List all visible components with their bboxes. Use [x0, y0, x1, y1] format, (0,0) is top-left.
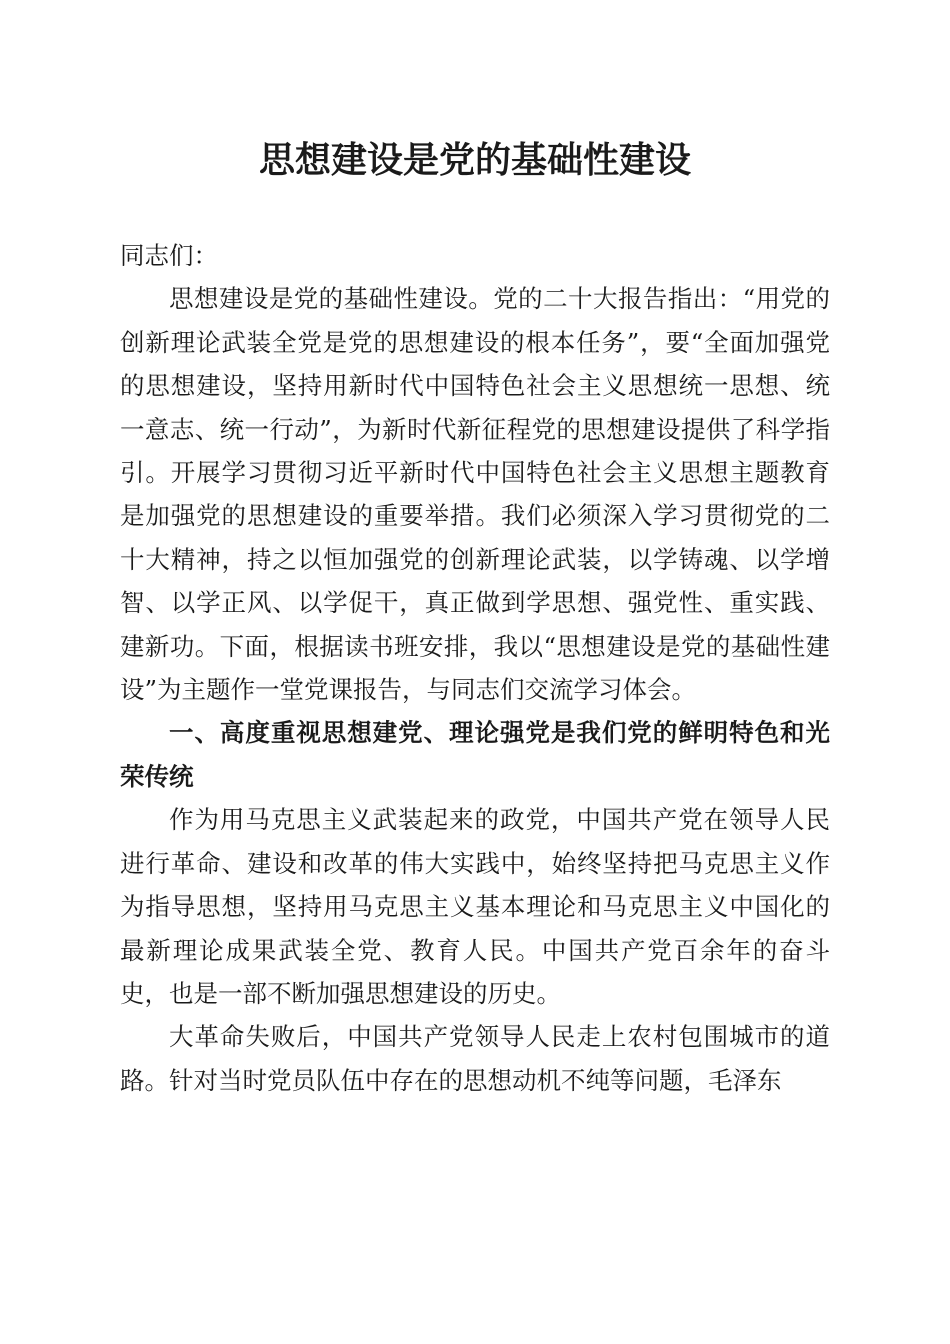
document-body [120, 234, 830, 1102]
intro-paragraph: 思想建设是党的基础性建设。党的二十大报告指出：“用党的创新理论武装全党是党的思想建设的根本任务”，要“全面加强党的思想建设，坚持用新时代中国特色社会主义思想统一思想、统一意志、统一行动”，为新时代新征程党的思想建设提供了科学指引。开展学习贯彻习近平新时代中国特色社会主义思想主题教育是加强党的思想建设的重要举措。我们必须深入学习贯彻党的二十大精神，持之以恒加强党的创新理论武装，以学铸魂、以学增智、以学正风、以学促干，真正做到学思想、强党性、重实践、建新功。下面，根据读书班安排，我以“思想建设是党的基础性建设”为主题作一堂党课报告，与同志们交流学习体会。 [120, 284, 830, 705]
salutation: 同志们： [120, 241, 218, 270]
section-heading: 一、高度重视思想建党、理论强党是我们党的鲜明特色和光荣传统 [120, 718, 830, 791]
document-title: 思想建设是党的基础性建设 [258, 139, 691, 181]
section-paragraph: 大革命失败后，中国共产党领导人民走上农村包围城市的道路。针对当时党员队伍中存在的思想动机不纯等问题，毛泽东 [120, 1022, 830, 1095]
section-paragraph: 作为用马克思主义武装起来的政党，中国共产党在领导人民进行革命、建设和改革的伟大实践中，始终坚持把马克思主义作为指导思想，坚持用马克思主义基本理论和马克思主义中国化的最新理论成果武装全党、教育人民。中国共产党百余年的奋斗史，也是一部不断加强思想建设的历史。 [120, 805, 830, 1008]
